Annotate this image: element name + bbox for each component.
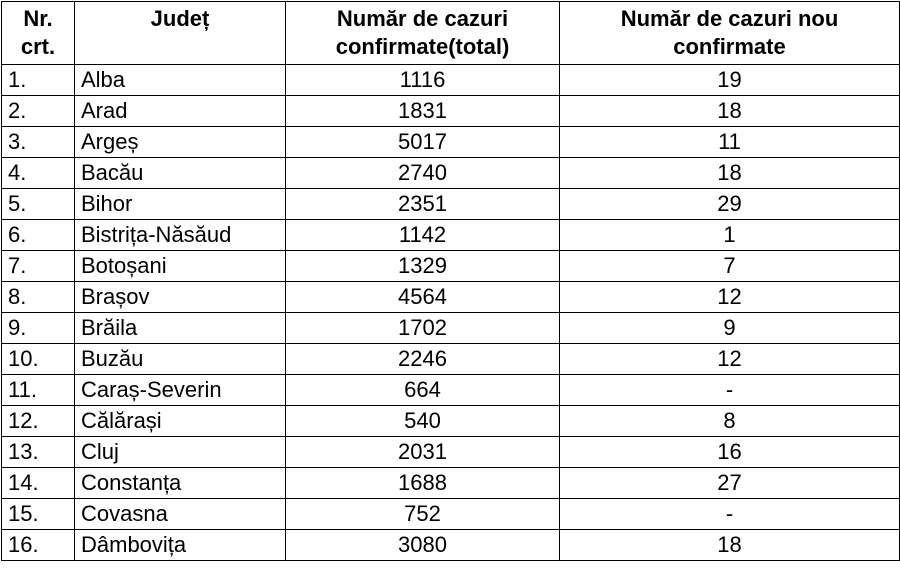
table-row — [2, 499, 900, 530]
header-judet-line2 — [81, 33, 279, 61]
cell-new-cases: 27 — [560, 468, 900, 499]
cell-total-cases: 1116 — [286, 65, 560, 96]
header-total-cases-line2: confirmate(total) — [335, 34, 510, 59]
cell-judet: Alba — [75, 65, 286, 96]
cell-new-cases: 12 — [560, 282, 900, 313]
table-row — [2, 158, 900, 189]
header-judet — [75, 2, 286, 65]
cell-judet: Buzău — [75, 344, 286, 375]
cell-new-cases: 1 — [560, 220, 900, 251]
table-row — [2, 468, 900, 499]
cell-nr-crt: 7. — [2, 251, 75, 282]
cell-nr-crt: 14. — [2, 468, 75, 499]
cell-nr-crt: 5. — [2, 189, 75, 220]
cell-nr-crt: 4. — [2, 158, 75, 189]
cell-judet: Călărași — [75, 406, 286, 437]
cell-nr-crt: 10. — [2, 344, 75, 375]
cell-total-cases: 752 — [286, 499, 560, 530]
cell-new-cases: 12 — [560, 344, 900, 375]
table-body — [2, 65, 900, 561]
header-nr-crt — [2, 2, 75, 65]
cell-judet: Brașov — [75, 282, 286, 313]
header-new-cases-line1: Număr de cazuri nou — [620, 6, 839, 31]
table-row — [2, 251, 900, 282]
cell-nr-crt: 16. — [2, 530, 75, 561]
table-row — [2, 375, 900, 406]
cell-judet: Brăila — [75, 313, 286, 344]
cell-new-cases: 11 — [560, 127, 900, 158]
cell-nr-crt: 9. — [2, 313, 75, 344]
table-row — [2, 437, 900, 468]
cell-new-cases: 19 — [560, 65, 900, 96]
table-row — [2, 406, 900, 437]
header-judet-line1: Județ — [150, 6, 210, 31]
cell-new-cases: 16 — [560, 437, 900, 468]
table-row — [2, 189, 900, 220]
cell-judet: Arad — [75, 96, 286, 127]
cell-total-cases: 2351 — [286, 189, 560, 220]
header-nr-crt-line1: Nr. — [23, 6, 53, 31]
table-row — [2, 96, 900, 127]
cell-judet: Bihor — [75, 189, 286, 220]
cell-new-cases: 18 — [560, 530, 900, 561]
cell-total-cases: 5017 — [286, 127, 560, 158]
cell-judet: Bacău — [75, 158, 286, 189]
cell-new-cases: 8 — [560, 406, 900, 437]
cell-nr-crt: 6. — [2, 220, 75, 251]
cell-total-cases: 2031 — [286, 437, 560, 468]
cell-total-cases: 1329 — [286, 251, 560, 282]
header-nr-crt-line2: crt. — [20, 34, 56, 59]
cell-judet: Covasna — [75, 499, 286, 530]
cell-new-cases: - — [560, 375, 900, 406]
cell-total-cases: 664 — [286, 375, 560, 406]
cell-total-cases: 3080 — [286, 530, 560, 561]
header-row — [2, 2, 900, 65]
cell-new-cases: 7 — [560, 251, 900, 282]
cell-judet: Cluj — [75, 437, 286, 468]
cell-nr-crt: 2. — [2, 96, 75, 127]
table-row — [2, 313, 900, 344]
cell-nr-crt: 13. — [2, 437, 75, 468]
table-row — [2, 127, 900, 158]
cell-judet: Argeș — [75, 127, 286, 158]
cell-total-cases: 1688 — [286, 468, 560, 499]
cell-total-cases: 1702 — [286, 313, 560, 344]
cell-judet: Botoșani — [75, 251, 286, 282]
cell-total-cases: 540 — [286, 406, 560, 437]
cell-total-cases: 1831 — [286, 96, 560, 127]
cell-judet: Caraș-Severin — [75, 375, 286, 406]
cell-total-cases: 2246 — [286, 344, 560, 375]
cell-new-cases: 18 — [560, 96, 900, 127]
cell-new-cases: - — [560, 499, 900, 530]
cell-nr-crt: 15. — [2, 499, 75, 530]
cell-judet: Constanța — [75, 468, 286, 499]
table-header — [2, 2, 900, 65]
cell-nr-crt: 8. — [2, 282, 75, 313]
cell-nr-crt: 12. — [2, 406, 75, 437]
cell-judet: Dâmbovița — [75, 530, 286, 561]
header-total-cases-line1: Număr de cazuri — [336, 6, 509, 31]
table-row — [2, 282, 900, 313]
table-row — [2, 530, 900, 561]
table-row — [2, 220, 900, 251]
cell-new-cases: 18 — [560, 158, 900, 189]
cell-nr-crt: 3. — [2, 127, 75, 158]
header-total-cases — [286, 2, 560, 65]
cell-total-cases: 4564 — [286, 282, 560, 313]
cell-total-cases: 1142 — [286, 220, 560, 251]
covid-cases-table — [1, 1, 900, 561]
cell-new-cases: 9 — [560, 313, 900, 344]
table-row — [2, 65, 900, 96]
cell-total-cases: 2740 — [286, 158, 560, 189]
cell-judet: Bistrița-Năsăud — [75, 220, 286, 251]
cell-nr-crt: 1. — [2, 65, 75, 96]
header-new-cases — [560, 2, 900, 65]
cell-new-cases: 29 — [560, 189, 900, 220]
cell-nr-crt: 11. — [2, 375, 75, 406]
header-new-cases-line2: confirmate — [673, 34, 786, 59]
table-row — [2, 344, 900, 375]
